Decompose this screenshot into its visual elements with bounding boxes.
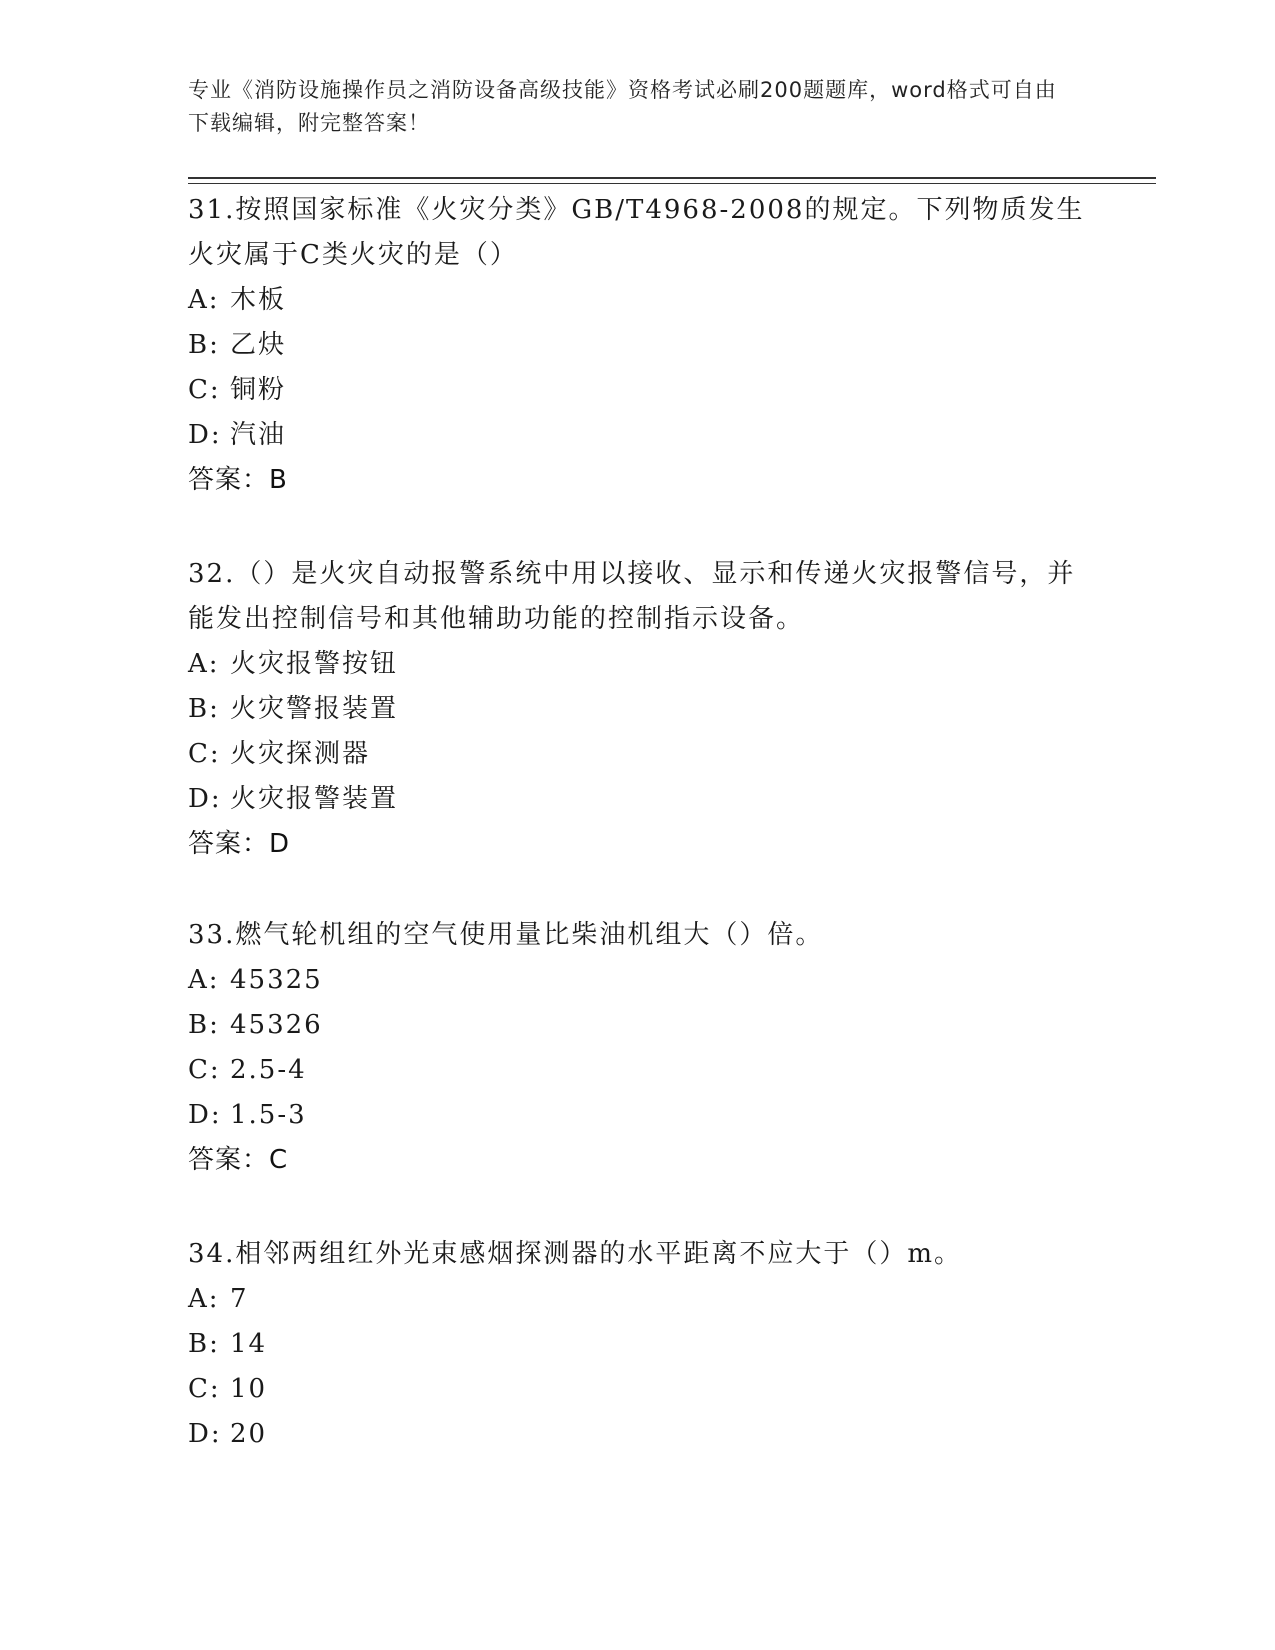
option-text: 20: [230, 1419, 268, 1449]
option-a: [188, 1277, 1088, 1322]
option-d: [188, 1093, 1088, 1138]
option-text: 火灾报警按钮: [230, 649, 399, 679]
option-key: D:: [188, 1100, 222, 1130]
option-key: B:: [188, 694, 220, 724]
option-a: [188, 278, 1088, 323]
option-text: 14: [230, 1329, 268, 1359]
option-key: B:: [188, 1010, 220, 1040]
question-33: [188, 913, 1088, 1183]
option-key: A:: [188, 965, 220, 995]
answer-text: 答案：C: [188, 1145, 289, 1175]
question-stem: 32.（）是火灾自动报警系统中用以接收、显示和传递火灾报警信号，并能发出控制信号和其他辅助功能的控制指示设备。: [188, 559, 1076, 634]
option-a: [188, 642, 1088, 687]
option-key: C:: [188, 739, 221, 769]
option-a: [188, 958, 1088, 1003]
option-text: 铜粉: [230, 375, 287, 405]
option-b: [188, 1003, 1088, 1048]
question-34: [188, 1232, 1088, 1457]
option-d: [188, 413, 1088, 458]
option-text: 火灾探测器: [230, 739, 371, 769]
option-text: 木板: [230, 285, 287, 315]
option-text: 汽油: [230, 420, 287, 450]
option-key: A:: [188, 285, 220, 315]
option-c: [188, 368, 1088, 413]
option-text: 45326: [230, 1010, 323, 1040]
option-key: D:: [188, 784, 222, 814]
option-key: B:: [188, 330, 220, 360]
option-key: A:: [188, 649, 220, 679]
option-text: 1.5-3: [230, 1100, 307, 1130]
question-stem: 33.燃气轮机组的空气使用量比柴油机组大（）倍。: [188, 920, 824, 950]
option-text: 2.5-4: [230, 1055, 307, 1085]
option-key: C:: [188, 1374, 221, 1404]
option-b: [188, 1322, 1088, 1367]
option-d: [188, 1412, 1088, 1457]
option-c: [188, 1367, 1088, 1412]
document-header: 专业《消防设施操作员之消防设备高级技能》资格考试必刷200题题库，word格式可自由下载编辑，附完整答案！: [188, 78, 1057, 135]
option-b: [188, 687, 1088, 732]
header-divider-thick: [188, 177, 1156, 179]
option-text: 45325: [230, 965, 323, 995]
option-text: 火灾警报装置: [230, 694, 399, 724]
question-31: [188, 188, 1088, 503]
option-key: C:: [188, 375, 221, 405]
option-key: D:: [188, 420, 222, 450]
option-text: 火灾报警装置: [230, 784, 399, 814]
question-stem: 34.相邻两组红外光束感烟探测器的水平距离不应大于（）m。: [188, 1239, 963, 1269]
header-divider-thin: [188, 183, 1156, 184]
question-32: [188, 552, 1088, 867]
option-text: 10: [230, 1374, 268, 1404]
answer-text: 答案：B: [188, 465, 288, 495]
option-key: C:: [188, 1055, 221, 1085]
option-text: 7: [230, 1284, 249, 1314]
option-c: [188, 1048, 1088, 1093]
option-key: B:: [188, 1329, 220, 1359]
option-d: [188, 777, 1088, 822]
option-text: 乙炔: [230, 330, 287, 360]
answer-text: 答案：D: [188, 829, 291, 859]
question-stem: 31.按照国家标准《火灾分类》GB/T4968-2008的规定。下列物质发生火灾属于C类火灾的是（）: [188, 195, 1085, 270]
option-key: A:: [188, 1284, 220, 1314]
option-b: [188, 323, 1088, 368]
option-c: [188, 732, 1088, 777]
option-key: D:: [188, 1419, 222, 1449]
